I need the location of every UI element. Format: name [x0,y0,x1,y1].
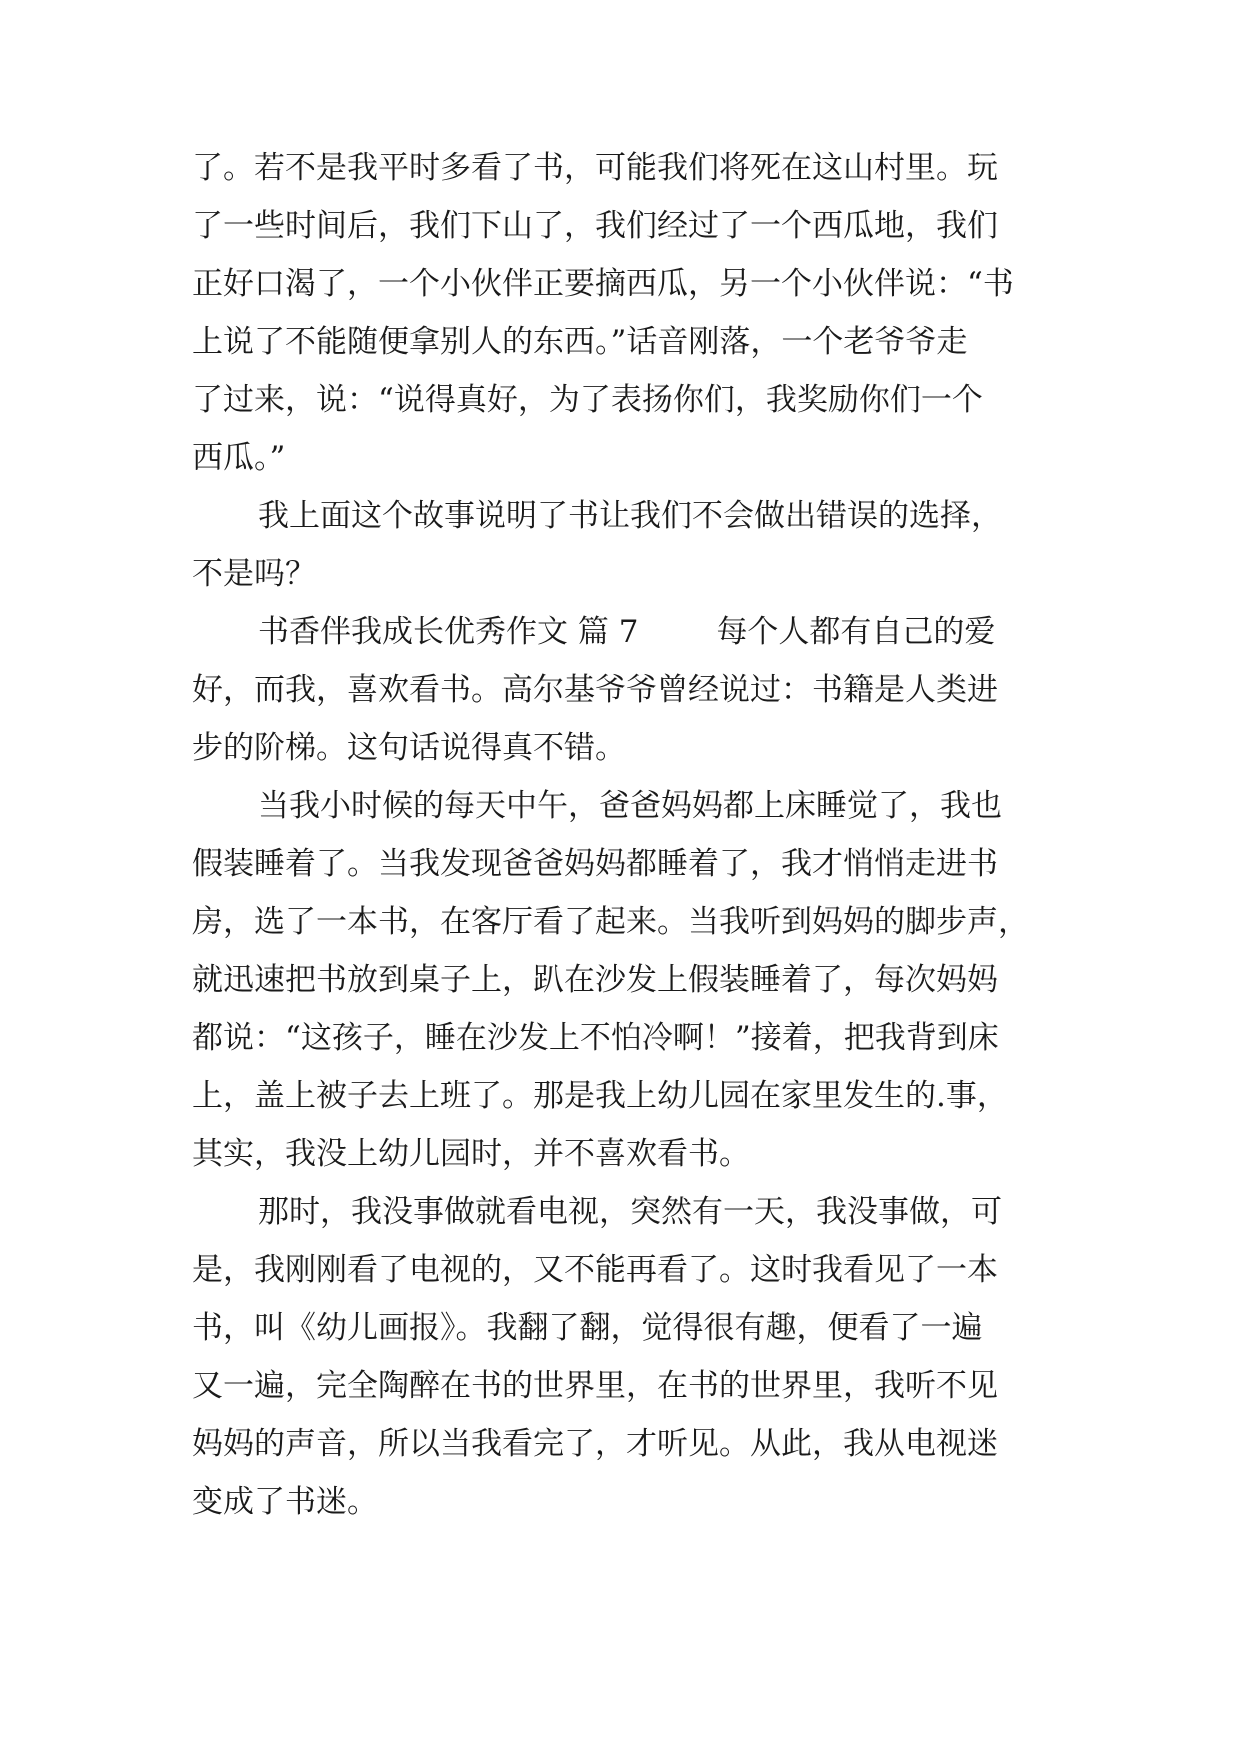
section-heading-line [258,612,1241,652]
text-line: 其实，我没上幼儿园时，并不喜欢看书。 [192,1136,750,1172]
section-heading: 书香伴我成长优秀作文 篇 7 [258,614,639,650]
text-line: 房，选了一本书，在客厅看了起来。当我听到妈妈的脚步声， [192,904,1029,940]
text-line: 了一些时间后，我们下山了，我们经过了一个西瓜地，我们 [192,208,998,244]
text-line: 上，盖上被子去上班了。那是我上幼儿园在家里发生的.事， [192,1078,1008,1114]
text-line: 就迅速把书放到桌子上，趴在沙发上假装睡着了，每次妈妈 [192,962,998,998]
text-line: 那时，我没事做就看电视，突然有一天，我没事做，可 [258,1194,1002,1230]
text-line: 好，而我，喜欢看书。高尔基爷爷曾经说过：书籍是人类进 [192,672,998,708]
text-line: 妈妈的声音，所以当我看完了，才听见。从此，我从电视迷 [192,1426,998,1462]
text-line: 了过来，说：“说得真好，为了表扬你们，我奖励你们一个 [192,382,983,418]
text-line: 了。若不是我平时多看了书，可能我们将死在这山村里。玩 [192,150,998,186]
text-line: 变成了书迷。 [192,1484,378,1520]
text-line: 假装睡着了。当我发现爸爸妈妈都睡着了，我才悄悄走进书 [192,846,998,882]
text-line-fragment: 每个人都有自己的爱 [716,614,996,650]
text-line: 上说了不能随便拿别人的东西。”话音刚落，一个老爷爷走 [192,324,968,360]
text-line: 是，我刚刚看了电视的，又不能再看了。这时我看见了一本 [192,1252,998,1288]
text-line: 书，叫《幼儿画报》。我翻了翻，觉得很有趣，便看了一遍 [192,1310,983,1346]
text-line: 正好口渴了，一个小伙伴正要摘西瓜，另一个小伙伴说：“书 [192,266,1014,302]
text-line: 我上面这个故事说明了书让我们不会做出错误的选择， [258,498,1002,534]
text-line: 不是吗？ [192,556,316,592]
text-line: 又一遍，完全陶醉在书的世界里，在书的世界里，我听不见 [192,1368,998,1404]
text-line: 都说：“这孩子，睡在沙发上不怕冷啊！”接着，把我背到床 [192,1020,999,1056]
text-line: 步的阶梯。这句话说得真不错。 [192,730,626,766]
text-line: 当我小时候的每天中午，爸爸妈妈都上床睡觉了，我也 [258,788,1002,824]
text-line: 西瓜。” [192,440,286,476]
